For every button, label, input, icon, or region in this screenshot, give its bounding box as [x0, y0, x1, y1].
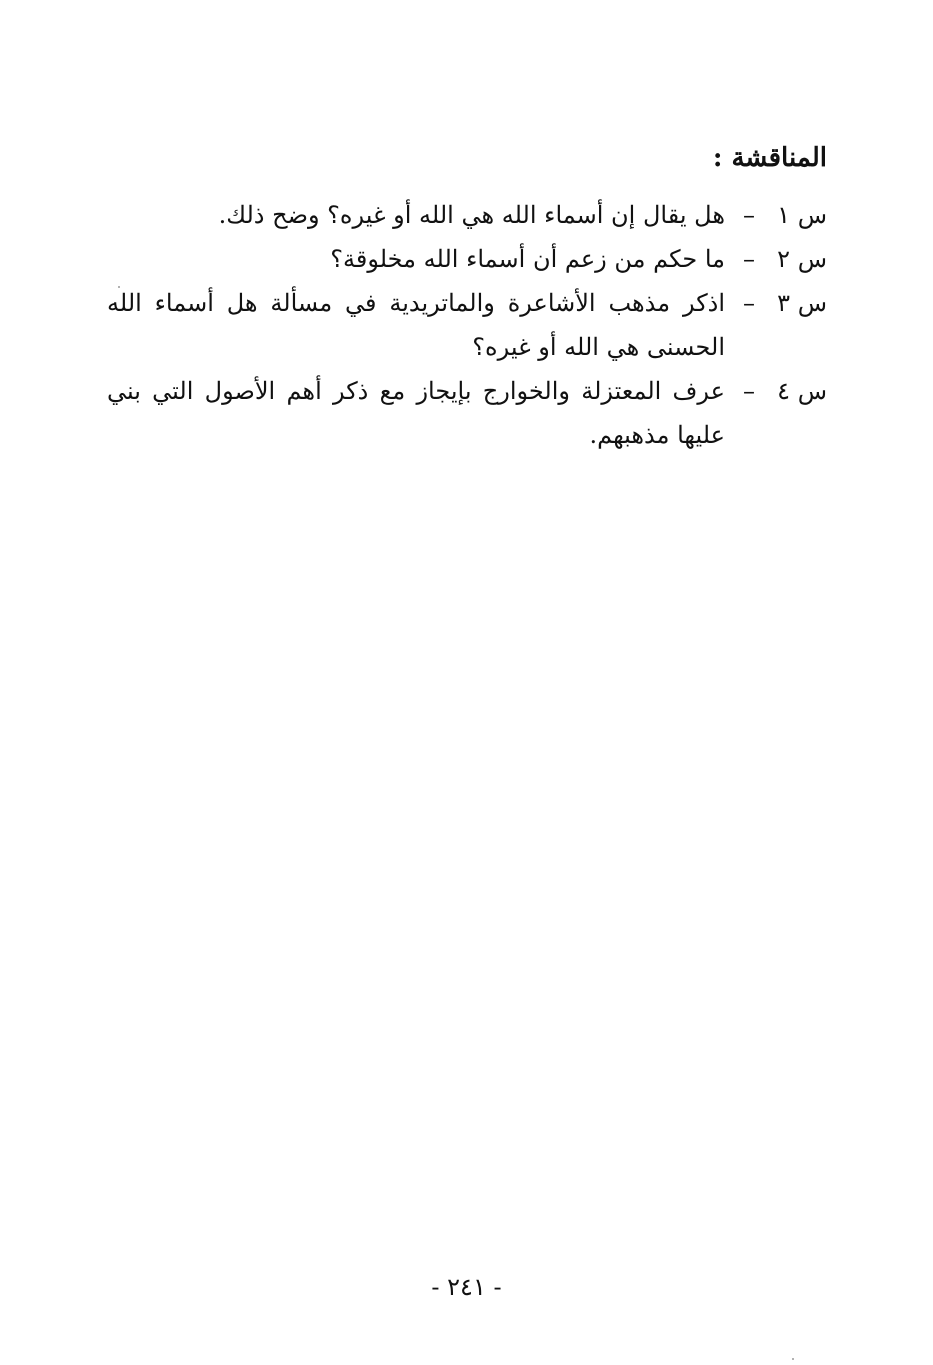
question-dash: –: [743, 245, 755, 273]
question-text: عرف المعتزلة والخوارج بإيجاز مع ذكر أهم الأصول التي بني عليها مذهبهم.: [107, 377, 725, 449]
question-list: [107, 193, 827, 457]
question-text: ما حكم من زعم أن أسماء الله مخلوقة؟: [330, 245, 725, 273]
question-item-1: [107, 193, 827, 237]
question-label: س ١: [777, 201, 827, 229]
question-item-4: [107, 369, 827, 457]
question-label: س ٤: [777, 377, 827, 405]
scan-speck: [118, 286, 120, 288]
question-dash: –: [743, 201, 755, 229]
question-item-3: [107, 281, 827, 369]
question-label: س ٣: [777, 289, 827, 317]
question-dash: –: [743, 289, 755, 317]
question-text: هل يقال إن أسماء الله هي الله أو غيره؟ وضح ذلك.: [218, 201, 725, 229]
scan-speck: [792, 1358, 794, 1360]
question-item-2: [107, 237, 827, 281]
page-number: - ٢٤١ -: [431, 1273, 502, 1301]
question-text: اذكر مذهب الأشاعرة والماتريدية في مسألة هل أسماء الله الحسنى هي الله أو غيره؟: [107, 289, 725, 361]
section-heading: المناقشة :: [712, 143, 827, 173]
question-dash: –: [743, 377, 755, 405]
question-label: س ٢: [777, 245, 827, 273]
